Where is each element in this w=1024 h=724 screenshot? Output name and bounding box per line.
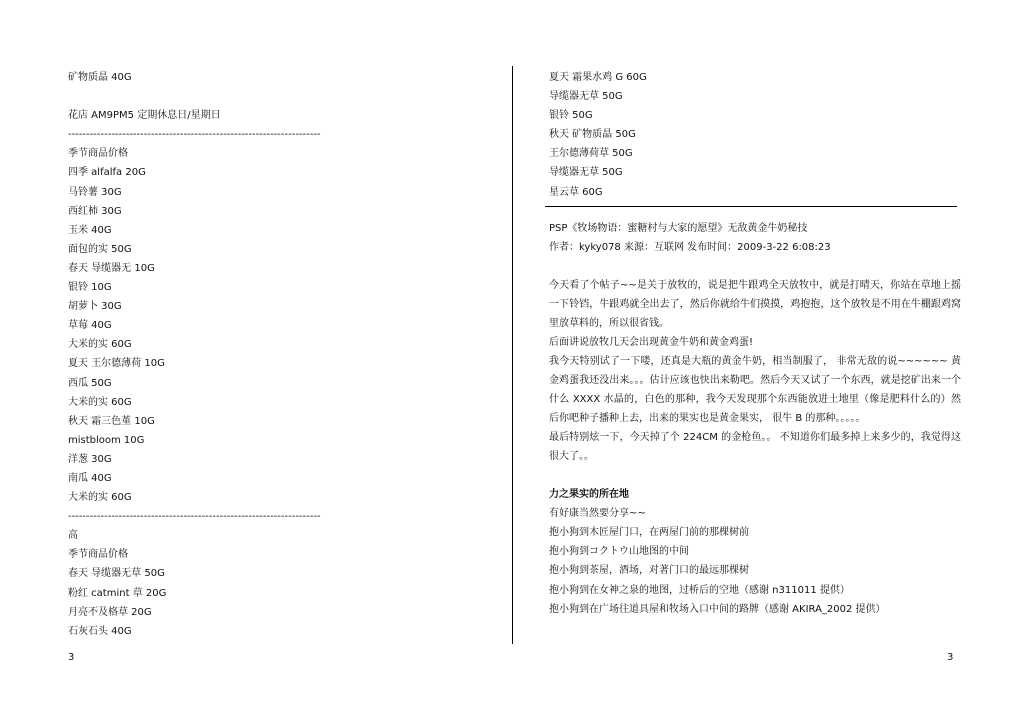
text-line: 银铃 50G xyxy=(549,110,593,122)
text-line: 秋天 霜三色堇 10G xyxy=(68,415,155,427)
text-line: 导缆器无草 50G xyxy=(549,167,623,179)
text-line: 春天 导缆器无 10G xyxy=(68,262,155,274)
text-line: 大米的实 60G xyxy=(68,396,132,408)
text-line: 西瓜 50G xyxy=(68,377,112,389)
text-line: 季节商品价格 xyxy=(68,148,128,160)
text-line: 星云草 60G xyxy=(549,186,603,198)
text-line: 粉红 catmint 草 20G xyxy=(68,587,167,599)
section-line: 抱小狗到在广场往道具屋和牧场入口中间的路牌（感谢 AKIRA_2002 提供） xyxy=(549,603,886,615)
text-line: 春天 导缆器无草 50G xyxy=(68,568,165,580)
section-title: 力之果实的所在地 xyxy=(549,489,629,501)
text-line: 胡萝卜 30G xyxy=(68,301,122,313)
text-line: 花店 AM9PM5 定期休息日/星期日 xyxy=(68,110,221,122)
right-column xyxy=(549,68,961,619)
text-line: mistbloom 10G xyxy=(68,434,145,446)
separator-line: ---------------------------------------------------------------------- xyxy=(68,511,321,523)
article-title: PSP《牧场物语：蜜糖村与大家的愿望》无敌黄金牛奶秘技 xyxy=(549,222,808,234)
text-line: 西红柿 30G xyxy=(68,205,122,217)
text-line: 石灰石头 40G xyxy=(68,625,132,637)
text-line: 王尔德薄荷草 50G xyxy=(549,148,633,160)
section-line: 抱小狗到茶屋，酒场，对著门口的最远那棵树 xyxy=(549,565,749,577)
text-line: 大米的实 60G xyxy=(68,339,132,351)
text-line: 秋天 矿物质晶 50G xyxy=(549,129,636,141)
separator-line: ---------------------------------------------------------------------- xyxy=(68,129,321,141)
horizontal-rule xyxy=(545,206,957,207)
section-line: 抱小狗到木匠屋门口，在两屋门前的那棵树前 xyxy=(549,527,749,539)
article-body xyxy=(549,276,961,466)
section-line: 抱小狗到在女神之泉的地图，过桥后的空地（感谢 n311011 提供） xyxy=(549,584,850,596)
column-divider xyxy=(512,66,513,644)
text-line: 高 xyxy=(68,530,78,542)
paragraph: 后面讲说放牧几天会出现黄金牛奶和黄金鸡蛋! xyxy=(549,336,754,348)
text-line: 玉米 40G xyxy=(68,224,112,236)
text-line: 月亮不及格草 20G xyxy=(68,606,152,618)
blank-line xyxy=(549,257,961,276)
price-list-continued xyxy=(549,68,961,202)
text-line: 南瓜 40G xyxy=(68,472,112,484)
article-meta: 作者：kyky078 来源：互联网 发布时间：2009-3-22 6:08:23 xyxy=(549,241,831,253)
paragraph: 最后特别炫一下，今天掉了个 224CM 的金枪鱼。。 不知道你们最多掉上来多少的，我觉得这很大了。。 xyxy=(549,431,961,462)
text-line: 面包的实 50G xyxy=(68,243,132,255)
text-line: 季节商品价格 xyxy=(68,549,128,561)
blank-line xyxy=(549,466,961,485)
text-line: 大米的实 60G xyxy=(68,492,132,504)
text-line: 导缆器无草 50G xyxy=(549,91,623,103)
text-line: 银铃 10G xyxy=(68,282,112,294)
section-list xyxy=(549,504,961,619)
text-line: 洋葱 30G xyxy=(68,453,112,465)
left-column xyxy=(68,68,463,641)
text-line: 草莓 40G xyxy=(68,320,112,332)
text-line: 夏天 王尔德薄荷 10G xyxy=(68,358,165,370)
text-line: 矿物质晶 40G xyxy=(68,72,132,83)
text-line: 夏天 霜果水鸡 G 60G xyxy=(549,72,647,83)
page-number-right: 3 xyxy=(947,652,954,663)
page-number-left: 3 xyxy=(68,652,75,663)
text-line: 马铃薯 30G xyxy=(68,186,122,198)
section-line: 有好康当然要分享~~ xyxy=(549,508,646,520)
blank-line xyxy=(68,87,463,106)
paragraph: 我今天特别试了一下喽，还真是大瓶的黄金牛奶，相当制服了， 非常无敌的说~~~~~~ 黄金鸡蛋我还没出来。。。估计应该也快出来勒吧。然后今天又试了一个东西，就是挖矿出来一个什么 XXXX 水晶的，白色的那种，我今天发现那个东西能放进土地里（像是肥料什么的）然后你吧种子播种上去，出来的果实也是黄金果实， 很牛 B 的那种。。。。。 xyxy=(549,355,961,424)
paragraph: 今天看了个帖子~~是关于放牧的，说是把牛跟鸡全天放牧中，就是打晴天，你站在草地上摇一下铃铛，牛跟鸡就全出去了，然后你就给牛们摸摸，鸡抱抱，这个放牧是不用在牛棚跟鸡窝里放草料的，所以很省钱。 xyxy=(549,279,961,329)
text-line: 四季 alfalfa 20G xyxy=(68,167,146,179)
section-line: 抱小狗到コクトウ山地图的中间 xyxy=(549,546,689,558)
